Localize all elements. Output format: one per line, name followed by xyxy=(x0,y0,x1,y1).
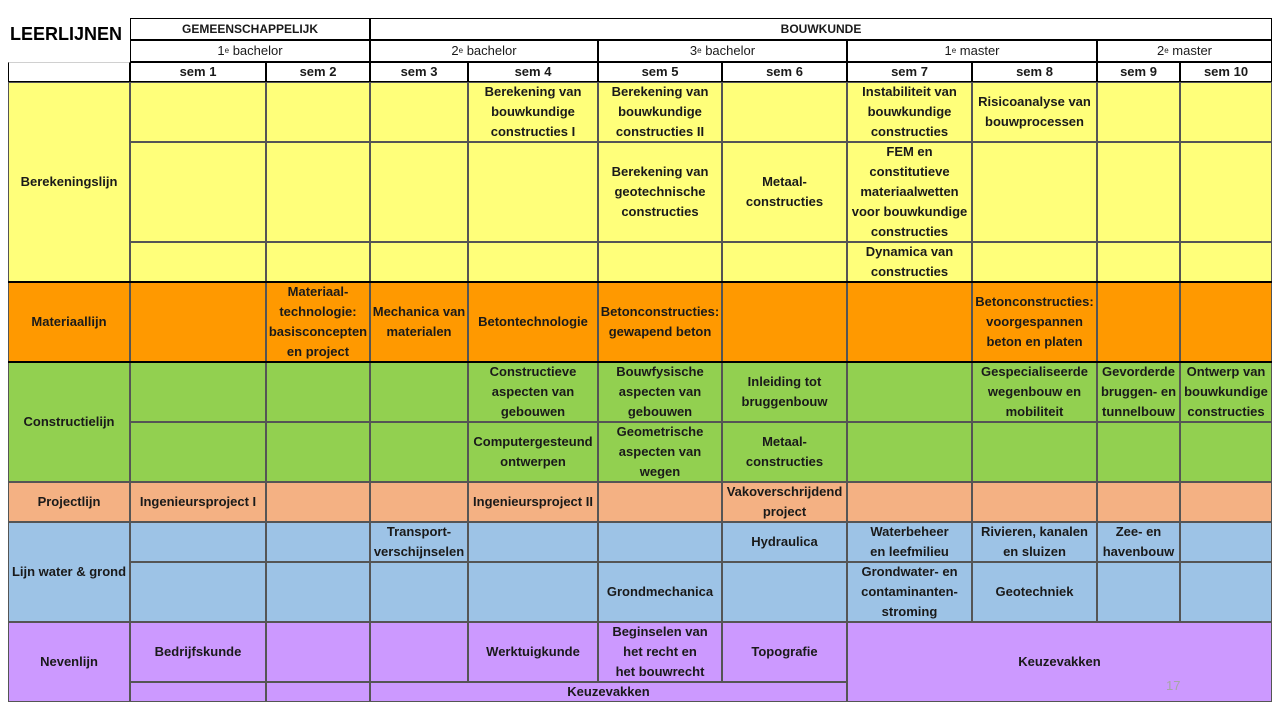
grid-cell xyxy=(1097,282,1180,362)
semester-header: sem 5 xyxy=(598,62,722,82)
grid-cell xyxy=(1180,242,1272,282)
year-number: 2 xyxy=(1156,43,1165,58)
course-con-sem9-r1: Gevorderde bruggen- en tunnelbouw xyxy=(1100,364,1177,419)
grid-cell xyxy=(266,362,370,422)
year-label: bachelor xyxy=(463,43,517,58)
course-pro-sem4: Ingenieursproject II xyxy=(473,494,593,509)
grid-cell xyxy=(1097,142,1180,242)
grid-cell xyxy=(130,142,266,242)
course-con-sem5-r1: Bouwfysische aspecten van gebouwen xyxy=(616,364,704,419)
grid-cell xyxy=(130,242,266,282)
course-nev-sem1: Bedrijfskunde xyxy=(154,644,242,659)
grid-cell xyxy=(598,242,722,282)
grid-cell xyxy=(1180,142,1272,242)
section-divider xyxy=(8,361,1272,363)
course-con-sem8-r1: Gespecialiseerde wegenbouw en mobiliteit xyxy=(981,364,1088,419)
grid-cell xyxy=(468,142,598,242)
course-pro-sem1: Ingenieursproject I xyxy=(139,494,257,509)
grid-cell xyxy=(1097,562,1180,622)
page-title: LEERLIJNEN xyxy=(10,24,123,44)
grid-cell xyxy=(1097,482,1180,522)
course-nev-sem6: Topografie xyxy=(751,644,818,659)
line-label-project: Projectlijn xyxy=(8,482,130,522)
grid-cell xyxy=(1097,422,1180,482)
semester-header: sem 10 xyxy=(1180,62,1272,82)
course-wat-sem7-r2: Grondwater- en contaminanten- stroming xyxy=(861,564,958,619)
grid-cell xyxy=(266,562,370,622)
grid-cell xyxy=(847,362,972,422)
grid-cell xyxy=(468,242,598,282)
grid-cell xyxy=(370,362,468,422)
course-ber-sem7-r3: Dynamica van constructies xyxy=(865,244,954,279)
year-header: 1 e bachelor xyxy=(130,40,370,62)
grid-cell xyxy=(722,562,847,622)
page-number: 17 xyxy=(1166,678,1181,693)
course-wat-sem6: Hydraulica xyxy=(751,534,818,549)
course-ber-sem5-r1: Berekening van bouwkundige constructies II xyxy=(611,84,709,139)
group-bouwkunde: BOUWKUNDE xyxy=(370,18,1272,40)
grid-cell xyxy=(1180,422,1272,482)
grid-cell xyxy=(266,682,370,702)
course-con-sem4-r1: Constructieve aspecten van gebouwen xyxy=(489,364,577,419)
grid-cell xyxy=(1180,522,1272,562)
grid-cell xyxy=(972,482,1097,522)
grid-cell xyxy=(1180,82,1272,142)
line-label-water: Lijn water & grond xyxy=(8,522,130,622)
line-label-constructie: Constructielijn xyxy=(8,362,130,482)
year-header: 2 e bachelor xyxy=(370,40,598,62)
grid-cell xyxy=(370,242,468,282)
group-gemeenschappelijk: GEMEENSCHAPPELIJK xyxy=(130,18,370,40)
year-label: bachelor xyxy=(229,43,283,58)
year-number: 1 xyxy=(944,43,952,58)
grid-cell xyxy=(370,622,468,682)
course-con-sem6-r2: Metaal- constructies xyxy=(745,434,824,469)
line-label-berekening: Berekeningslijn xyxy=(8,82,130,282)
grid-cell xyxy=(130,562,266,622)
line-label-neven: Nevenlijn xyxy=(8,622,130,702)
grid-cell xyxy=(1180,482,1272,522)
grid-cell xyxy=(468,522,598,562)
grid-cell xyxy=(370,482,468,522)
course-wat-sem8-r1: Rivieren, kanalen en sluizen xyxy=(981,524,1088,559)
course-mat-sem8: Betonconstructies: voorgespannen beton en platen xyxy=(975,294,1094,349)
grid-cell xyxy=(1180,562,1272,622)
course-ber-sem6-r2: Metaal- constructies xyxy=(745,174,824,209)
course-wat-sem8-r2: Geotechniek xyxy=(995,584,1074,599)
grid-cell xyxy=(266,82,370,142)
course-pro-sem6: Vakoverschrijdend project xyxy=(726,484,843,519)
course-ber-sem8-r1: Risicoanalyse van bouwprocessen xyxy=(978,94,1091,129)
semester-header: sem 8 xyxy=(972,62,1097,82)
grid-cell xyxy=(130,282,266,362)
grid-cell xyxy=(972,142,1097,242)
semester-header: sem 6 xyxy=(722,62,847,82)
course-wat-sem7-r1: Waterbeheer en leefmilieu xyxy=(870,524,949,559)
grid-cell xyxy=(1097,242,1180,282)
grid-cell xyxy=(1180,282,1272,362)
year-label: master xyxy=(1168,43,1213,58)
year-number: 2 xyxy=(451,43,459,58)
course-ber-sem7-r2: FEM en constitutieve materiaalwetten voor bouwkundige constructies xyxy=(851,144,968,239)
course-mat-sem3: Mechanica van materialen xyxy=(372,304,466,339)
course-con-sem5-r2: Geometrische aspecten van wegen xyxy=(616,424,704,479)
grid-cell xyxy=(370,562,468,622)
course-wat-sem9-r1: Zee- en havenbouw xyxy=(1102,524,1175,559)
semester-header: sem 1 xyxy=(130,62,266,82)
grid-cell xyxy=(130,422,266,482)
course-ber-sem7-r1: Instabiliteit van bouwkundige constructies xyxy=(862,84,957,139)
grid-cell xyxy=(130,682,266,702)
grid-cell xyxy=(266,242,370,282)
grid-cell xyxy=(722,82,847,142)
year-number: 3 xyxy=(689,43,698,58)
corner-cell xyxy=(8,62,130,82)
grid-cell xyxy=(130,522,266,562)
section-divider xyxy=(8,281,1272,283)
year-label: master xyxy=(956,43,1000,58)
semester-header: sem 9 xyxy=(1097,62,1180,82)
grid-cell xyxy=(370,142,468,242)
grid-cell xyxy=(266,622,370,682)
grid-cell xyxy=(1097,82,1180,142)
semester-header: sem 2 xyxy=(266,62,370,82)
year-header: 1 e master xyxy=(847,40,1097,62)
course-con-sem4-r2: Computergesteund ontwerpen xyxy=(473,434,593,469)
course-con-sem10-r1: Ontwerp van bouwkundige constructies xyxy=(1184,364,1268,419)
course-nev-sem5: Beginselen van het recht en het bouwrecht xyxy=(612,624,708,679)
grid-cell xyxy=(370,82,468,142)
grid-cell xyxy=(847,282,972,362)
grid-cell xyxy=(266,142,370,242)
grid-cell xyxy=(598,482,722,522)
course-mat-sem5: Betonconstructies: gewapend beton xyxy=(600,304,720,339)
grid-cell xyxy=(847,482,972,522)
grid-cell xyxy=(972,422,1097,482)
course-nev-keuze-right: Keuzevakken xyxy=(847,622,1272,702)
semester-header: sem 3 xyxy=(370,62,468,82)
line-label-materiaal: Materiaallijn xyxy=(8,282,130,362)
grid-cell xyxy=(266,422,370,482)
course-ber-sem5-r2: Berekening van geotechnische constructies xyxy=(611,164,709,219)
grid-cell xyxy=(266,482,370,522)
course-mat-sem2: Materiaal- technologie: basisconcepten en project xyxy=(268,284,368,359)
grid-cell xyxy=(972,242,1097,282)
grid-cell xyxy=(130,362,266,422)
year-header: 2 e master xyxy=(1097,40,1272,62)
grid-cell xyxy=(468,562,598,622)
course-nev-sem4: Werktuigkunde xyxy=(486,644,580,659)
course-mat-sem4: Betontechnologie xyxy=(478,314,588,329)
course-ber-sem4-r1: Berekening van bouwkundige constructies I xyxy=(484,84,582,139)
course-wat-sem5-r2: Grondmechanica xyxy=(606,584,714,599)
grid-cell xyxy=(722,282,847,362)
semester-header: sem 4 xyxy=(468,62,598,82)
course-nev-keuze-bottom: Keuzevakken xyxy=(370,682,847,702)
year-label: bachelor xyxy=(701,43,756,58)
course-con-sem6-r1: Inleiding tot bruggenbouw xyxy=(741,374,828,409)
grid-cell xyxy=(722,242,847,282)
grid-cell xyxy=(266,522,370,562)
grid-cell xyxy=(370,422,468,482)
semester-header: sem 7 xyxy=(847,62,972,82)
year-header: 3 e bachelor xyxy=(598,40,847,62)
year-number: 1 xyxy=(217,43,225,58)
grid-cell xyxy=(130,82,266,142)
course-wat-sem3: Transport- verschijnselen xyxy=(373,524,465,559)
grid-cell xyxy=(598,522,722,562)
grid-cell xyxy=(847,422,972,482)
